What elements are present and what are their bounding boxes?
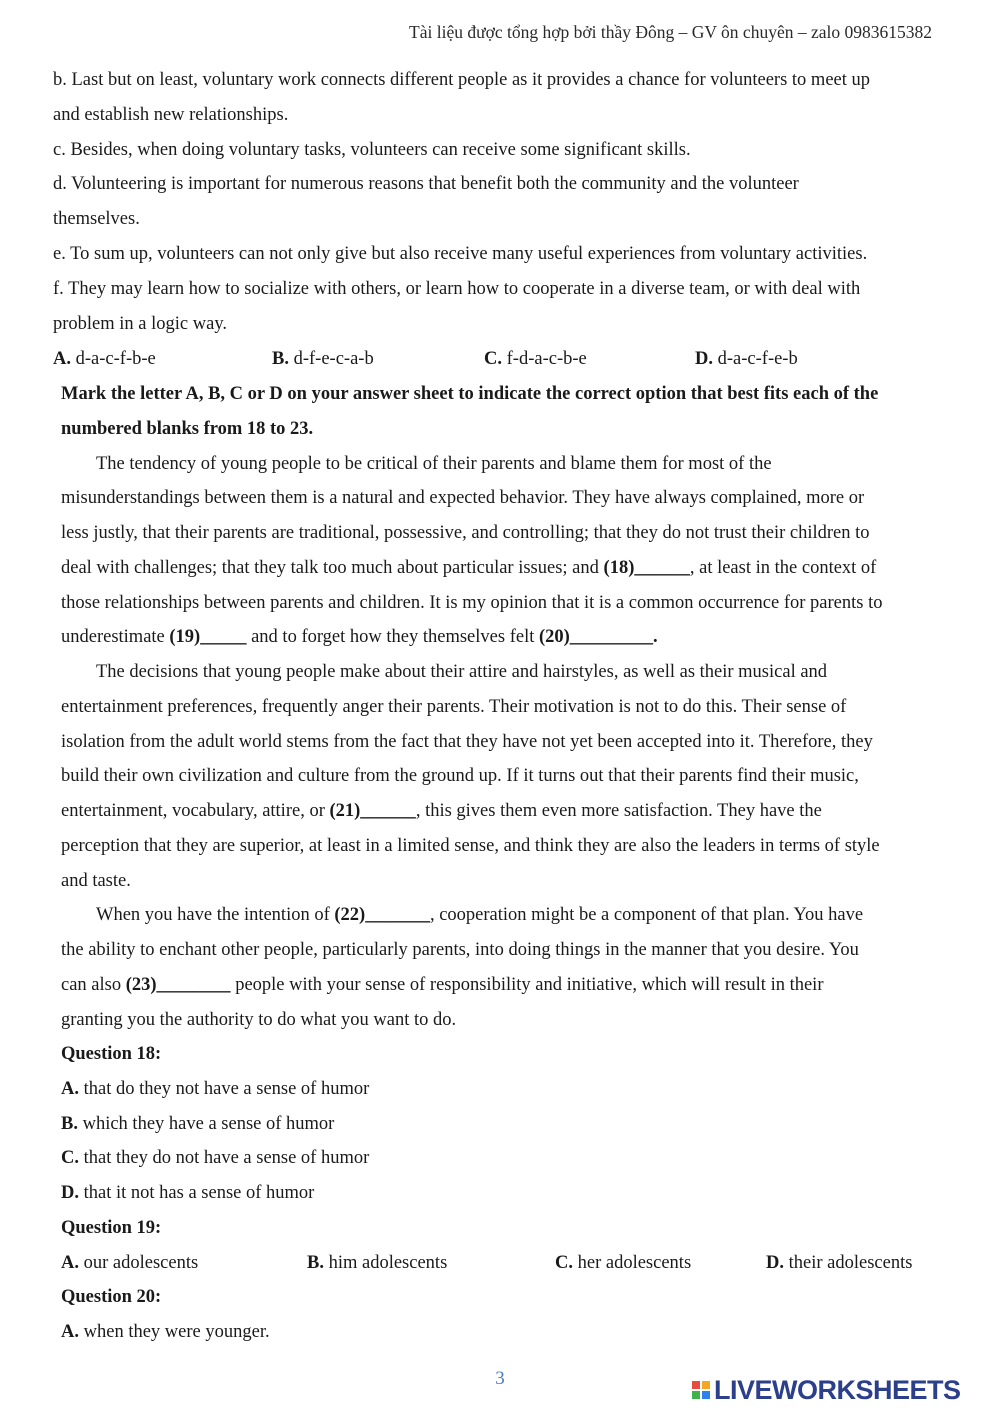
- option-letter: B.: [307, 1253, 324, 1273]
- blank-23[interactable]: (23)________: [125, 975, 231, 995]
- option-text: f-d-a-c-b-e: [502, 349, 587, 369]
- q19-option-d[interactable]: [766, 1246, 912, 1280]
- option-text: our adolescents: [79, 1253, 199, 1273]
- text-segment: entertainment, vocabulary, attire, or: [61, 801, 330, 821]
- passage-p2-line4: build their own civilization and culture from the ground up. If it turns out that their parents find their music,: [61, 766, 859, 786]
- passage-p2-line2: entertainment preferences, frequently anger their parents. Their motivation is not to do this. Their sense of: [61, 697, 847, 717]
- text-segment: , this gives them even more satisfaction. They have the: [415, 801, 822, 821]
- option-text: which they have a sense of humor: [77, 1114, 335, 1134]
- q18-option-b[interactable]: [61, 1107, 334, 1141]
- option-letter: D.: [766, 1253, 784, 1273]
- text-segment: deal with challenges; that they talk too much about particular issues; and: [61, 558, 604, 578]
- text-segment: When you have the intention of: [96, 905, 335, 925]
- option-text: him adolescents: [323, 1253, 448, 1273]
- q18-option-a[interactable]: [61, 1072, 369, 1106]
- sentence-b-line2: and establish new relationships.: [53, 105, 289, 125]
- passage-p3-line1: [96, 898, 863, 932]
- q17-option-c[interactable]: [484, 342, 587, 376]
- blank-19[interactable]: (19)_____: [169, 627, 247, 647]
- logo-square-orange: [702, 1381, 710, 1389]
- sentence-d-line1: d. Volunteering is important for numerous reasons that benefit both the community and the volunteer: [53, 174, 799, 194]
- option-text: her adolescents: [573, 1253, 692, 1273]
- logo-mark-icon: [692, 1381, 710, 1399]
- option-text: that it not has a sense of humor: [79, 1183, 315, 1203]
- option-letter: A.: [61, 1322, 79, 1342]
- blank-21[interactable]: (21)______: [329, 801, 416, 821]
- q18-option-c[interactable]: [61, 1141, 369, 1175]
- liveworksheets-logo[interactable]: [692, 1374, 992, 1406]
- option-letter: A.: [61, 1253, 79, 1273]
- text-segment: and to forget how they themselves felt: [246, 627, 539, 647]
- q18-option-d[interactable]: [61, 1176, 314, 1210]
- question-20-title: Question 20:: [61, 1287, 162, 1307]
- text-segment: , at least in the context of: [689, 558, 877, 578]
- option-letter: C.: [555, 1253, 573, 1273]
- option-letter: B.: [61, 1114, 78, 1134]
- question-18-title: Question 18:: [61, 1044, 162, 1064]
- option-text: d-f-e-c-a-b: [288, 349, 374, 369]
- question-19-title: Question 19:: [61, 1218, 162, 1238]
- passage-p3-line4: granting you the authority to do what you want to do.: [61, 1010, 457, 1030]
- q19-option-a[interactable]: [61, 1246, 198, 1280]
- option-text: their adolescents: [784, 1253, 913, 1273]
- option-letter: A.: [53, 349, 71, 369]
- text-segment: can also: [61, 975, 126, 995]
- option-text: that they do not have a sense of humor: [79, 1148, 370, 1168]
- passage-p2-line3: isolation from the adult world stems from the fact that they have not yet been accepted into it. Therefore, they: [61, 732, 873, 752]
- passage-p1-line2: misunderstandings between them is a natural and expected behavior. They have always complained, more or: [61, 488, 865, 508]
- text-segment: , cooperation might be a component of that plan. You have: [429, 905, 864, 925]
- q17-option-a[interactable]: [53, 342, 156, 376]
- passage-p1-line4: [61, 551, 876, 585]
- page-header: Tài liệu được tổng hợp bởi thầy Đông – GV ôn chuyên – zalo 0983615382: [409, 22, 932, 42]
- sentence-b-line1: b. Last but on least, voluntary work connects different people as it provides a chance for volunteers to meet up: [53, 70, 871, 90]
- option-letter: C.: [484, 349, 502, 369]
- text-segment: underestimate: [61, 627, 170, 647]
- q17-option-b[interactable]: [272, 342, 374, 376]
- logo-square-red: [692, 1381, 700, 1389]
- option-letter: B.: [272, 349, 289, 369]
- instruction-line2: numbered blanks from 18 to 23.: [61, 419, 314, 439]
- option-letter: D.: [61, 1183, 79, 1203]
- passage-p1-line5: those relationships between parents and children. It is my opinion that it is a common occurrence for parents to: [61, 593, 883, 613]
- sentence-f-line2: problem in a logic way.: [53, 314, 227, 334]
- sentence-c: c. Besides, when doing voluntary tasks, volunteers can receive some significant skills.: [53, 140, 691, 160]
- passage-p3-line3: [61, 968, 823, 1002]
- blank-20[interactable]: (20)_________.: [538, 627, 658, 647]
- option-text: d-a-c-f-e-b: [713, 349, 798, 369]
- passage-p3-line2: the ability to enchant other people, particularly parents, into doing things in the manner that you desire. You: [61, 940, 859, 960]
- option-text: d-a-c-f-b-e: [71, 349, 156, 369]
- logo-text: LIVEWORKSHEETS: [714, 1374, 961, 1405]
- q19-option-b[interactable]: [307, 1246, 447, 1280]
- sentence-d-line2: themselves.: [53, 209, 140, 229]
- option-letter: A.: [61, 1079, 79, 1099]
- option-text: when they were younger.: [79, 1322, 270, 1342]
- blank-22[interactable]: (22)_______: [334, 905, 430, 925]
- passage-p1-line3: less justly, that their parents are traditional, possessive, and controlling; that they do not trust their children to: [61, 523, 870, 543]
- passage-p1-line1: The tendency of young people to be critical of their parents and blame them for most of the: [96, 454, 772, 474]
- option-letter: C.: [61, 1148, 79, 1168]
- blank-18[interactable]: (18)______: [603, 558, 690, 578]
- passage-p2-line1: The decisions that young people make about their attire and hairstyles, as well as their musical and: [96, 662, 828, 682]
- logo-square-blue: [702, 1391, 710, 1399]
- passage-p2-line5: [61, 794, 822, 828]
- sentence-e: e. To sum up, volunteers can not only give but also receive many useful experiences from voluntary activities.: [53, 244, 868, 264]
- passage-p2-line7: and taste.: [61, 871, 131, 891]
- q20-option-a[interactable]: [61, 1315, 270, 1349]
- q19-option-c[interactable]: [555, 1246, 691, 1280]
- passage-p1-line6: [61, 620, 658, 654]
- text-segment: people with your sense of responsibility and initiative, which will result in their: [230, 975, 824, 995]
- sentence-f-line1: f. They may learn how to socialize with others, or learn how to cooperate in a diverse team, or with deal with: [53, 279, 861, 299]
- instruction-line1: Mark the letter A, B, C or D on your answer sheet to indicate the correct option that best fits each of the: [61, 384, 879, 404]
- logo-square-green: [692, 1391, 700, 1399]
- q17-option-d[interactable]: [695, 342, 798, 376]
- passage-p2-line6: perception that they are superior, at least in a limited sense, and think they are also the leaders in terms of style: [61, 836, 880, 856]
- page-number: 3: [495, 1368, 505, 1389]
- option-text: that do they not have a sense of humor: [79, 1079, 370, 1099]
- option-letter: D.: [695, 349, 713, 369]
